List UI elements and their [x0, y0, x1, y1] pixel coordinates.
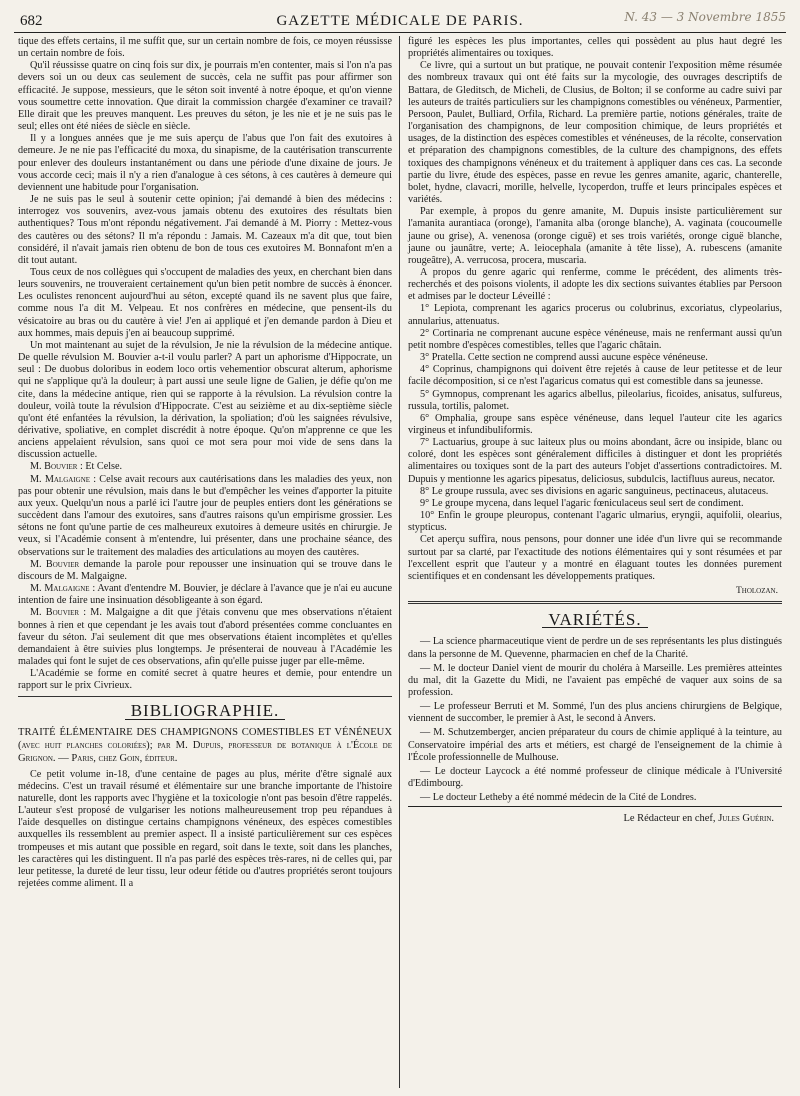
speaker-name: M. Bouvier — [30, 461, 78, 473]
list-item: 10° Enfin le groupe pleuropus, contenant l'agaric ulmarius, eryngii, aquifolii, olearius, stypticus. — [408, 510, 782, 534]
speech-text: demande la parole pour repousser une insinuation qui se trouve dans le discours de M. Malgaigne. — [18, 558, 392, 582]
speech-text: : Avant d'entendre M. Bouvier, je déclare à l'avance que je n'ai eu aucune intention de faire une insinuation désobligeante à son égard. — [18, 583, 392, 607]
bibliography-title: BIBLIOGRAPHIE. — [125, 705, 286, 719]
closing-paragraph: L'Académie se forme en comité secret à quatre heures et demie, pour entendre un rapport sur le prix Civrieux. — [18, 668, 392, 692]
dialogue-line — [18, 583, 392, 607]
section-rule — [408, 603, 782, 604]
bibliography-heading — [18, 701, 392, 721]
paragraph: Cet aperçu suffira, nous pensons, pour donner une idée d'un livre qui se recommande surtout par sa clarté, par l'exactitude des notions élémentaires qui y sont résumées et par l'excellent esprit que l'auteur y a montré en élaguant toutes les données purement scientifiques et en condensant les développements pratiques. — [408, 534, 782, 582]
news-item: — M. Schutzemberger, ancien préparateur du cours de chimie appliqué à la teinture, au Conservatoire impérial des arts et métiers, est chargé de l'enseignement de la chimie à l'École professionnelle de Mulhouse. — [408, 727, 782, 763]
book-title: TRAITÉ ÉLÉMENTAIRE DES CHAMPIGNONS COMESTIBLES ET VÉNÉNEUX (avec huit planches coloriées); par M. Dupuis, professeur de botanique à l'École de Grignon. — Paris, chez Goin, éditeur. — [18, 726, 392, 764]
paragraph: Tous ceux de nos collègues qui s'occupent de maladies des yeux, en cherchant bien dans leurs souvenirs, ne trouveraient certainement qu'un bien petit nombre de succès à énoncer. Les oculistes renoncent aujourd'hui au séton, excepté quand ils ne savent plus que faire, comme nous l'a dit M. Velpeau. Et nos confrères en médecine, que pensent-ils du vésicatoire au bras ou du cautère à vie! J'en ai appliqué et j'en demande pardon à Dieu et aux hommes, mais depuis j'en ai beaucoup supprimé. — [18, 266, 392, 339]
editor-signature — [408, 813, 782, 825]
paragraph: Qu'il réussisse quatre on cinq fois sur dix, je pourrais m'en contenter, mais si l'on n'a pas devers soi un ou deux cas seulement de succès, cela ne suffit pas pour affirmer son efficacité. Je suppose, messieurs, que le séton soit inventé à notre époque, et qu'on vienne vous soumettre cette innovation. Que dirait la commission chargée d'examiner ce travail? Elle dirait que les preuves manquent. Les preuves du séton, je les nie et je ne suis pas le seul; elles ont été niées de siècle en siècle. — [18, 60, 392, 133]
paragraph: Ce livre, qui a surtout un but pratique, ne pouvait contenir l'exposition même résumée des nombreux travaux qui ont été faits sur la mycologie, des ouvrages descriptifs de Battara, de Gleditsch, de Micheli, de Clusius, de Bolton; il se conforme au cadre suivi par les auteurs de traités particuliers sur les champignons comestibles ou vénéneux, Parmentier, Persoon, Paulet, Bulliard, Orfila, Richard. La première partie, notions générales, traite de l'organisation des champignons, de leur composition chimique, de leurs propriétés et usages, de la distinction des espèces comestibles et vénéneuses, de la récolte, conservation et préparation des champignons comestibles, de la culture des champignons, des effets toxiques des champignons vénéneux et du traitement à appliquer dans ces cas. La seconde partie du livre, étude des espèces, passe en revue les genres amanite, agaric, chanterelle, bolet, hydne, clavacri, morille, helvelle, lycoperdon, truffe et leurs principales espèces et variétés. — [408, 60, 782, 206]
dialogue-line — [18, 474, 392, 559]
speech-text: : Celse avait recours aux cautérisations dans les maladies des yeux, non pas pour obtenir une révulsion, mais dans le but d'empêcher les veines d'apporter la pituite aux yeux. Quelqu'un nous a parlé ici l'autre jour de peuples entiers dont les générations se succèdent dans l'amour des exutoires, sans d'autres raisons qu'un empirisme grossier. Les sétons ne font qu'une partie de ces malheureux exutoires à demeure usités en chirurgie. Je veux, si l'Académie consent à m'entendre, lui présenter, dans une prochaine séance, des observations sur le traitement des maladies des articulations au moyen des cautères. — [18, 473, 393, 558]
dialogue-line — [18, 559, 392, 583]
speaker-name: M. Malgaigne — [30, 583, 90, 595]
list-item: 8° Le groupe russula, avec ses divisions en agaric sanguineus, pectinaceus, alutaceus. — [420, 485, 769, 497]
review-signature: Tholozan. — [735, 586, 778, 597]
news-item: — Le professeur Berruti et M. Sommé, l'un des plus anciens chirurgiens de Belgique, viennent de succomber, le premier à Ast, le second à Anvers. — [408, 701, 782, 725]
list-item: 5° Gymnopus, comprenant les agarics albellus, pileolarius, ficoides, anisatus, sulfureus, russula, tortilis, palomet. — [408, 388, 782, 412]
list-item: 9° Le groupe mycena, dans lequel l'agaric fœniculaceus seul sert de condiment. — [420, 497, 744, 509]
review-paragraph: Ce petit volume in-18, d'une centaine de pages au plus, mérite d'être signalé aux médecins. C'est un travail résumé et élémentaire sur une branche importante de l'histoire naturelle, dont les rapports avec l'hygiène et la toxicologie n'ont pas besoin d'être rappelés. L'auteur s'est proposé de vulgariser les notions malheureusement trop peu répandues à l'aide desquelles on distingue certains champignons vénéneux, des espèces comestibles auxquelles ils ressemblent au premier aspect. Il a insisté particulièrement sur ces espèces trompeuses et mis autant que possible en regard, soit dans le texte, soit dans les planches, les caractères qui les distinguent. Il n'a pas parlé des espèces très-rares, ni de celles qui, par leur petitesse, la dureté de leur tissu, leur odeur fétide ou d'autres propriétés seront toujours rejetées comme aliment. Il a — [18, 768, 392, 889]
column-divider — [399, 36, 400, 1088]
page-header — [14, 10, 786, 33]
news-item: — Le docteur Laycock a été nommé professeur de clinique médicale à l'Université d'Edimbourg. — [408, 765, 782, 790]
handwritten-note: N. 43 — 3 Novembre 1855 — [624, 10, 786, 24]
speaker-name: M. Malgaigne — [30, 473, 91, 485]
right-column — [408, 36, 782, 1088]
speaker-name: M. Bouvier — [30, 607, 80, 619]
journal-title: GAZETTE MÉDICALE DE PARIS. — [276, 13, 524, 29]
newspaper-page — [14, 10, 786, 1088]
speaker-name: M. Bouvier — [30, 558, 80, 570]
varietes-title: VARIÉTÉS. — [542, 614, 647, 628]
footer-rule — [408, 806, 782, 807]
list-item: 1° Lepiota, comprenant les agarics procerus ou colubrinus, excoriatus, clypeolarius, annularius, attenuatus. — [408, 303, 782, 327]
list-item: 3° Pratella. Cette section ne comprend aussi aucune espèce vénéneuse. — [420, 352, 708, 364]
paragraph: tique des effets certains, il me suffit que, sur un certain nombre de fois, ce moyen réussisse un certain nombre de fois. — [18, 36, 392, 60]
paragraph: Je ne suis pas le seul à soutenir cette opinion; j'ai demandé à bien des médecins : interrogez vos souvenirs, avez-vous jamais obtenu des exutoires des résultats bien authentiques? Tous m'ont répondu négativement. J'ai demandé à M. Piorry : Mettez-vous des cautères ou des sétons? Il m'a répondu : Jamais. M. Cazeaux m'a dit que, tout bien considéré, il n'avait jamais rien obtenu de bon de tous ces exutoires M. Bonnafont m'en a dit tout autant. — [18, 194, 392, 266]
list-item: 2° Cortinaria ne comprenant aucune espèce vénéneuse, mais ne renfermant aussi qu'un petit nombre d'espèces comestibles, telles que l'agaric châtain. — [408, 327, 782, 351]
paragraph: figuré les espèces les plus importantes, celles qui possèdent au plus haut degré les propriétés alimentaires ou toxiques. — [408, 36, 782, 60]
news-list — [408, 636, 782, 804]
dialogue-line — [18, 461, 392, 473]
paragraph: Un mot maintenant au sujet de la révulsion, Je nie la révulsion de la médecine antique. De quelle révulsion M. Bouvier a-t-il voulu parler? A part un aphorisme d'Hippocrate, un seul : De duobus doloribus in eodem loco ortis vehementior obscurat alterum, aphorisme qui ne s'applique qu'à la douleur; à part aussi une seule ligne de Galien, je défie qu'on me cite, dans la médecine antique, rien qui se rapporte à la révulsion. La révulsion contre la douleur, voilà toute la révulsion d'Hippocrate. C'est au seizième et au dix-septième siècle qu'ont été enfantées la révulsion, la dérivation, la spoliation; d'où les saignées révulsive, dérivative, spoliative, en complet discrédit à notre époque. Qu'on m'apprenne ce que les anciens appelaient révulsion, sans quoi ce mot sera pour moi vide de sens dans la discussion actuelle. — [18, 339, 392, 461]
speech-text: : M. Malgaigne a dit que j'étais convenu que mes observations n'étaient bonnes à rien et que cependant je les avais tout d'abord présentées comme concluantes en faveur du séton. J'ai seulement dit que mes observations étaient incomplètes et qu'elles demandaient à être suivies plus longtemps. Je présenterai de nouveau à l'Académie les malades qui font le sujet de ces observations, afin qu'elle puisse juger par elle-même. — [18, 607, 392, 667]
dialogue-line — [18, 607, 392, 668]
page-number: 682 — [20, 13, 43, 29]
editor-prefix: Le Rédacteur en chef, — [623, 813, 716, 825]
speech-text: : Et Celse. — [77, 461, 123, 473]
two-column-body — [14, 36, 786, 1088]
section-rule — [408, 601, 782, 602]
left-column — [18, 36, 392, 1088]
varietes-heading — [408, 610, 782, 630]
news-item: — M. le docteur Daniel vient de mourir du choléra à Marseille. Les premières atteintes du mal, dit la Gazette du Midi, ne l'avaient pas empêché de vaquer aux soins de sa profession. — [408, 662, 782, 698]
news-item: — La science pharmaceutique vient de perdre un de ses représentants les plus distingués dans la personne de M. Quevenne, pharmacien en chef de la Charité. — [408, 636, 782, 660]
news-item: — Le docteur Letheby a été nommé médecin de la Cité de Londres. — [420, 792, 697, 804]
editor-name: Jules Guérin. — [718, 813, 774, 825]
list-item: 6° Omphalia, groupe sans espèce vénéneuse, dans lequel l'auteur cite les agarics virgineus et infundibuliformis. — [408, 412, 782, 436]
list-item: 7° Lactuarius, groupe à suc laiteux plus ou moins abondant, âcre ou insipide, blanc ou coloré, dont les espèces sont généralement difficiles à distinguer et dont les propriétés alimentaires ou toxiques sont de la part des auteurs l'objet d'assertions contradictoires. M. Dupuis y mentionne les agarics pipesatus, deliciosus, subdulcis, lactifluus aureus, necator. — [408, 437, 782, 485]
paragraph: A propos du genre agaric qui renferme, comme le précédent, des aliments très-recherchés et des poisons violents, il adopte les dix sections suivantes établies par Persoon et admises par le docteur Léveillé : — [408, 266, 782, 303]
section-rule — [18, 696, 392, 697]
paragraph: Il y a longues années que je me suis aperçu de l'abus que l'on fait des exutoires à demeure. Je ne nie pas l'efficacité du moxa, du sinapisme, de la cautérisation transcurrente pour enlever des douleurs instantanément ou dans une période d'une dixaine de jours. Je vous accorde ceci; mais il n'y a rien d'analogue à ces sétons, à ces cautères à demeure qui deviennent une habitude pour l'organisation. — [18, 133, 392, 193]
list-item: 4° Coprinus, champignons qui doivent être rejetés à cause de leur petitesse et de leur facile décomposition, si ce n'est l'agaricus comatus qui est comestible dans sa jeunesse. — [408, 364, 782, 388]
paragraph: Par exemple, à propos du genre amanite, M. Dupuis insiste particulièrement sur l'amanita aurantiaca (oronge), l'amanita alba (oronge blanche), A. vaginata (coucoumelle jaune ou grise), A. venenosa (oronge ciguë) et ses trois variétés, oronge ciguë blanche, jaune ou jaunâtre, verte; A. leiocephala (amanite à tête lisse), A. rubescens (amanite rougeâtre), A. verrucosa, procera, muscaria. — [408, 206, 782, 266]
